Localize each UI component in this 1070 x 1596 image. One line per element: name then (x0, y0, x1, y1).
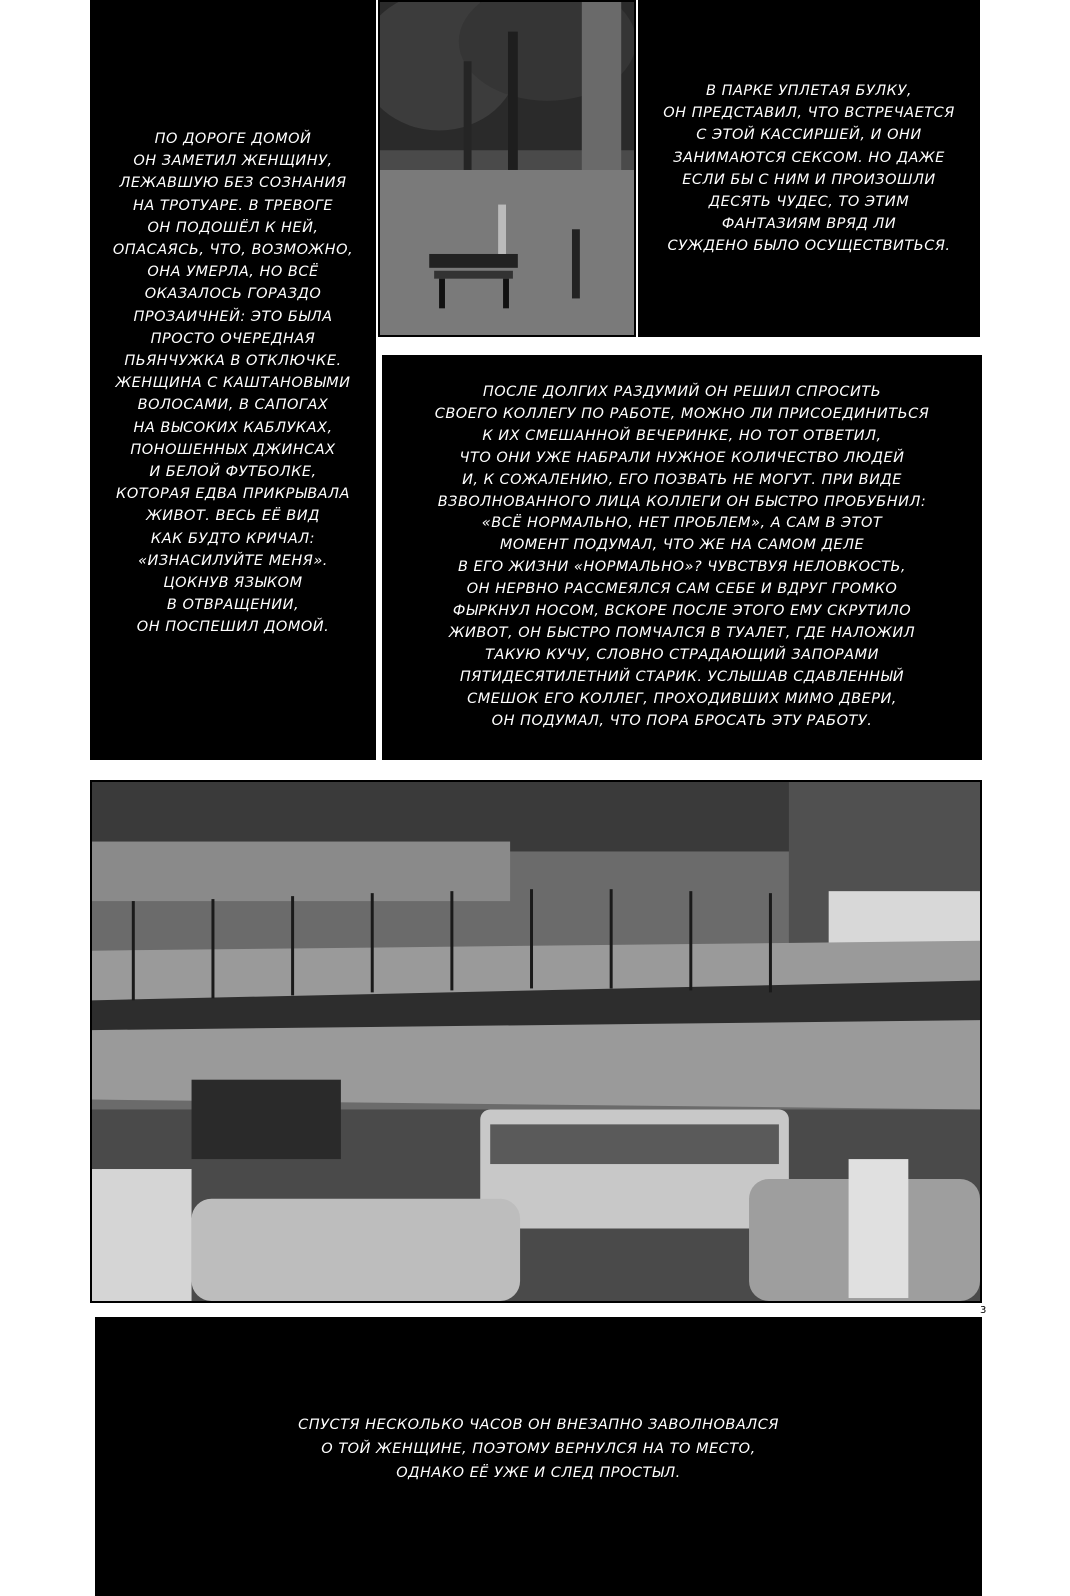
middle-caption-panel (382, 355, 982, 760)
left-caption: ПО ДОРОГЕ ДОМОЙ ОН ЗАМЕТИЛ ЖЕНЩИНУ, ЛЕЖАВШУЮ БЕЗ СОЗНАНИЯ НА ТРОТУАРЕ. В ТРЕВОГЕ ОН ПОДОШЁЛ К НЕЙ, ОПАСАЯСЬ, ЧТО, ВОЗМОЖНО, ОНА УМЕРЛА, НО ВСЁ ОКАЗАЛОСЬ ГОРАЗДО ПРОЗАИЧНЕЙ: ЭТО БЫЛА ПРОСТО ОЧЕРЕДНАЯ ПЬЯНЧУЖКА В ОТКЛЮЧКЕ. ЖЕНЩИНА С КАШТАНОВЫМИ ВОЛОСАМИ, В САПОГАХ НА ВЫСОКИХ КАБЛУКАХ, ПОНОШЕННЫХ ДЖИНСАХ И БЕЛОЙ ФУТБОЛКЕ, КОТОРАЯ ЕДВА ПРИКРЫВАЛА ЖИВОТ. ВЕСЬ ЕЁ ВИД КАК БУДТО КРИЧАЛ: «ИЗНАСИЛУЙТЕ МЕНЯ». ЦОКНУВ ЯЗЫКОМ В ОТВРАЩЕНИИ, ОН ПОСПЕШИЛ ДОМОЙ. (112, 131, 354, 636)
parking-lot-image (92, 782, 980, 1301)
left-caption-panel (90, 0, 376, 760)
top-right-caption: В ПАРКЕ УПЛЕТАЯ БУЛКУ, ОН ПРЕДСТАВИЛ, ЧТО ВСТРЕЧАЕТСЯ С ЭТОЙ КАССИРШЕЙ, И ОНИ ЗАНИМАЮТСЯ СЕКСОМ. НО ДАЖЕ ЕСЛИ БЫ С НИМ И ПРОИЗОШЛИ ДЕСЯТЬ ЧУДЕС, ТО ЭТИМ ФАНТАЗИЯМ ВРЯД ЛИ СУЖДЕНО БЫЛО ОСУЩЕСТВИТЬСЯ. (663, 83, 955, 255)
park-bench-image (380, 2, 634, 335)
top-right-caption-panel (638, 0, 980, 337)
bottom-caption-panel (95, 1317, 982, 1596)
parking-lot-photo-panel (90, 780, 982, 1303)
bottom-caption: СПУСТЯ НЕСКОЛЬКО ЧАСОВ ОН ВНЕЗАПНО ЗАВОЛНОВАЛСЯ О ТОЙ ЖЕНЩИНЕ, ПОЭТОМУ ВЕРНУЛСЯ НА ТО МЕСТО, ОДНАКО ЕЁ УЖЕ И СЛЕД ПРОСТЫЛ. (298, 1417, 779, 1481)
page-number: 3 (980, 1305, 987, 1316)
middle-caption: ПОСЛЕ ДОЛГИХ РАЗДУМИЙ ОН РЕШИЛ СПРОСИТЬ СВОЕГО КОЛЛЕГУ ПО РАБОТЕ, МОЖНО ЛИ ПРИСОЕДИНИТЬСЯ К ИХ СМЕШАННОЙ ВЕЧЕРИНКЕ, НО ТОТ ОТВЕТИЛ, ЧТО ОНИ УЖЕ НАБРАЛИ НУЖНОЕ КОЛИЧЕСТВО ЛЮДЕЙ И, К СОЖАЛЕНИЮ, ЕГО ПОЗВАТЬ НЕ МОГУТ. ПРИ ВИДЕ ВЗВОЛНОВАННОГО ЛИЦА КОЛЛЕГИ ОН БЫСТРО ПРОБУБНИЛ: «ВСЁ НОРМАЛЬНО, НЕТ ПРОБЛЕМ», А САМ В ЭТОТ МОМЕНТ ПОДУМАЛ, ЧТО ЖЕ НА САМОМ ДЕЛЕ В ЕГО ЖИЗНИ «НОРМАЛЬНО»? ЧУВСТВУЯ НЕЛОВКОСТЬ, ОН НЕРВНО РАССМЕЯЛСЯ САМ СЕБЕ И ВДРУГ ГРОМКО ФЫРКНУЛ НОСОМ, ВСКОРЕ ПОСЛЕ ЭТОГО ЕМУ СКРУТИЛО ЖИВОТ, ОН БЫСТРО ПОМЧАЛСЯ В ТУАЛЕТ, ГДЕ НАЛОЖИЛ ТАКУЮ КУЧУ, СЛОВНО СТРАДАЮЩИЙ ЗАПОРАМИ ПЯТИДЕСЯТИЛЕТНИЙ СТАРИК. УСЛЫШАВ СДАВЛЕННЫЙ СМЕШОК ЕГО КОЛЛЕГ, ПРОХОДИВШИХ МИМО ДВЕРИ, ОН ПОДУМАЛ, ЧТО ПОРА БРОСАТЬ ЭТУ РАБОТУ. (434, 384, 930, 729)
park-photo-panel (378, 0, 636, 337)
